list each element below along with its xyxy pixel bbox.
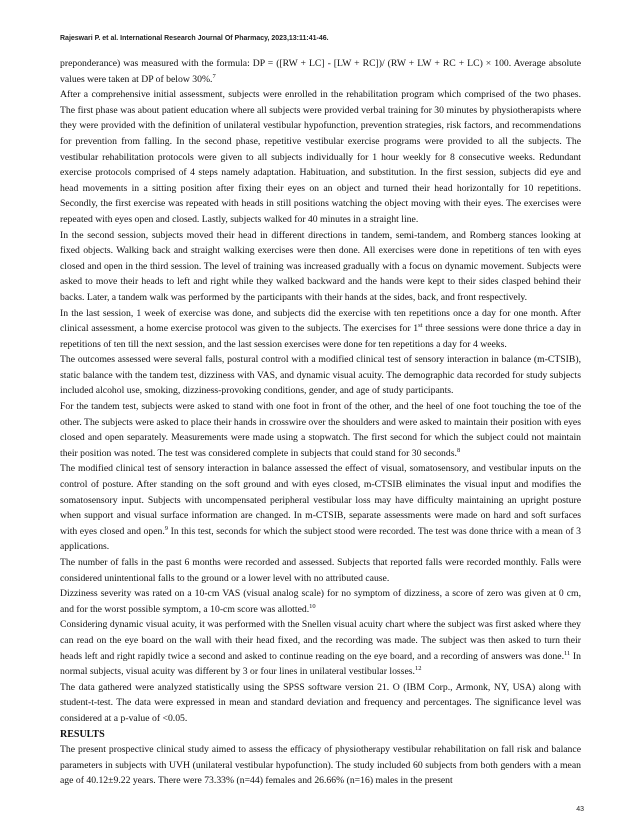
paragraph-falls: The number of falls in the past 6 months were recorded and assessed. Subjects that reported falls were recorded monthly. Falls were considered unintentional falls to the ground or a lower level with no attributed cause. [60, 557, 581, 584]
paragraph-second-session: In the second session, subjects moved their head in different directions in tandem, semi-tandem, and Romberg stances looking at fixed objects. Walking back and straight walking exercises were then done. All exercises were done in repetitions of ten with eyes closed and open in the third session. The level of training was increased gradually with a focus on dynamic movement. Subjects were asked to move their heads to left and right while they walked backward and the hands were kept to their sides clasped behind their backs. Later, a tandem walk was performed by the participants with their hands at the sides, back, and front respectively. [60, 229, 581, 303]
paragraph-statistics: The data gathered were analyzed statistically using the SPSS software version 21. O (IBM Corp., Armonk, NY, USA) along with student-t-test. The data were expressed in mean and standard deviation and frequency and percentages. The significance level was considered at a p-value of <0.05. [60, 681, 581, 724]
paragraph-results: The present prospective clinical study aimed to assess the efficacy of physiotherapy vestibular rehabilitation on fall risk and balance parameters in subjects with UVH (unilateral vestibular hypofunction). The study included 60 subjects from both genders with a mean age of 40.12±9.22 years. There were 73.33% (n=44) females and 26.66% (n=16) males in the present [60, 744, 581, 787]
paragraph-mctsib: The modified clinical test of sensory interaction in balance assessed the effect of visual, somatosensory, and vestibular inputs on the control of posture. After standing on the soft ground and with eyes closed, m-CTSIB eliminates the visual input and modifies the somatosensory input. Subjects with uncompensated peripheral vestibular loss may have difficulty maintaining an upright posture when support and visual surface information are changed. In m-CTSIB, separate assessments were made on hard and soft surfaces with eyes closed and open.$^9$ In this test, seconds for which the subject stood were recorded. The test was done thrice with a mean of 3 applications. [60, 463, 581, 553]
ordinal-superscript: st [418, 322, 423, 330]
paragraph-outcomes: The outcomes assessed were several falls, postural control with a modified clinical test of sensory interaction in balance (m-CTSIB), static balance with the tandem test, dizziness with VAS, and dynamic visual acuity. The demographic data recorded for study subjects included alcohol use, smoking, dizziness-provoking conditions, gender, and age of study participants. [60, 354, 581, 397]
section-heading-results: RESULTS [60, 728, 105, 740]
citation-ref: 7 [212, 72, 216, 80]
paragraph-visual-acuity: Considering dynamic visual acuity, it was performed with the Snellen visual acuity chart where the subject was first asked where they can read on the eye board on the wall with their head fixed, and the recording was made. The subject was then asked to turn their heads left and right rapidly twice a second and asked to continue reading on the eye board, and a recording of answers was done.$^{11}$ In normal subjects, visual acuity was different by 3 or four lines in unilateral vestibular losses.$^{12}$ [60, 619, 581, 678]
body-text [60, 56, 581, 789]
paragraph-rehab-program: After a comprehensive initial assessment, subjects were enrolled in the rehabilitation program which comprised of the two phases. The first phase was about patient education where all subjects were provided verbal training for 30 minutes by physiotherapists where they were provided with the definition of unilateral vestibular hypofunction, prevention strategies, risk factors, and recommendations for prevention from falling. In the second phase, repetitive vestibular exercise programs were provided to all the subjects. The vestibular rehabilitation protocols were given to all subjects individually for 1 hour weekly for 8 consecutive weeks. Redundant exercise protocols comprised of 4 steps namely adaptation. Habituation, and substitution. In the first session, subjects did eye and head movements in a sitting position after fixing their eyes on an object and turned their head horizontally for 10 repetitions. Secondly, the first exercise was repeated with heads in still positions watching the object moving with their eyes. The exercises were repeated with eyes open and closed. Lastly, subjects walked for 40 minutes in a straight line. [60, 89, 581, 225]
paragraph-formula: preponderance) was measured with the formula: DP = ([RW + LC] - [LW + RC])/ (RW + LW + RC + LC) × 100. Average absolute values were taken at DP of below 30%.$^7$ [60, 58, 581, 85]
paragraph-last-session: In the last session, 1 week of exercise was done, and subjects did the exercise with ten repetitions once a day for one month. After clinical assessment, a home exercise protocol was given to the subjects. The exercises for 1st three sessions were done thrice a day in repetitions of ten till the next session, and the last session exercises were done for ten repetitions a day for 4 weeks. [60, 307, 581, 350]
citation-ref: 12 [414, 665, 422, 673]
citation-ref: 11 [564, 649, 571, 657]
citation-ref: 9 [164, 524, 169, 532]
paragraph-tandem-test: For the tandem test, subjects were asked to stand with one foot in front of the other, and the heel of one foot touching the toe of the other. The subjects were asked to place their hands in crosswire over the shoulders and were asked to maintain their position with eyes closed and open separately. Measurements were made using a stopwatch. The first second for which the subject could not maintain their position was noted. The test was considered complete in subjects that could stand for 30 seconds.$^8$ [60, 401, 581, 459]
running-header: Rajeswari P. et al. International Research Journal Of Pharmacy, 2023,13:11:41-46. [60, 35, 329, 42]
citation-ref: 10 [309, 602, 316, 610]
citation-ref: 8 [456, 446, 461, 454]
paragraph-dizziness: Dizziness severity was rated on a 10-cm VAS (visual analog scale) for no symptom of dizziness, a score of zero was given at 0 cm, and for the worst possible symptom, a 10-cm score was allotted.$^{10}$ [60, 588, 581, 615]
page-number: 43 [576, 806, 584, 813]
